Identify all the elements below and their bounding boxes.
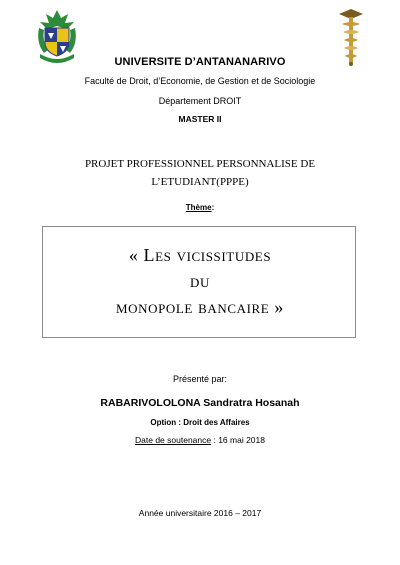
theme-label bbox=[0, 203, 400, 212]
faculty-name: Faculté de Droit, d’Economie, de Gestion et de Sociologie bbox=[84, 76, 316, 86]
degree-level: MASTER II bbox=[178, 114, 222, 124]
author-name: RABARIVOLOLONA Sandratra Hosanah bbox=[100, 397, 300, 409]
project-title bbox=[0, 155, 400, 191]
defense-date-label: Date de soutenance bbox=[135, 435, 212, 445]
theme-title-line-1: « Les vicissitudes bbox=[128, 245, 272, 265]
university-name: UNIVERSITE D’ANTANANARIVO bbox=[114, 56, 286, 68]
defense-date bbox=[0, 435, 400, 445]
project-title-line-1: PROJET PROFESSIONNEL PERSONNALISE DE bbox=[84, 158, 316, 170]
option-line: Option : Droit des Affaires bbox=[150, 418, 250, 427]
theme-title-line-2: du bbox=[190, 271, 210, 291]
presented-by-label: Présenté par: bbox=[172, 374, 228, 384]
theme-label-text: Thème bbox=[185, 203, 212, 212]
theme-title bbox=[0, 242, 400, 320]
academic-year: Année universitaire 2016 – 2017 bbox=[138, 508, 262, 518]
defense-date-value: : 16 mai 2018 bbox=[211, 435, 265, 445]
theme-title-line-3: monopole bancaire » bbox=[115, 297, 285, 317]
project-title-line-2: L’ETUDIANT(PPPE) bbox=[151, 176, 249, 188]
theme-label-colon: : bbox=[211, 203, 215, 212]
department-name: Département DROIT bbox=[158, 96, 242, 106]
